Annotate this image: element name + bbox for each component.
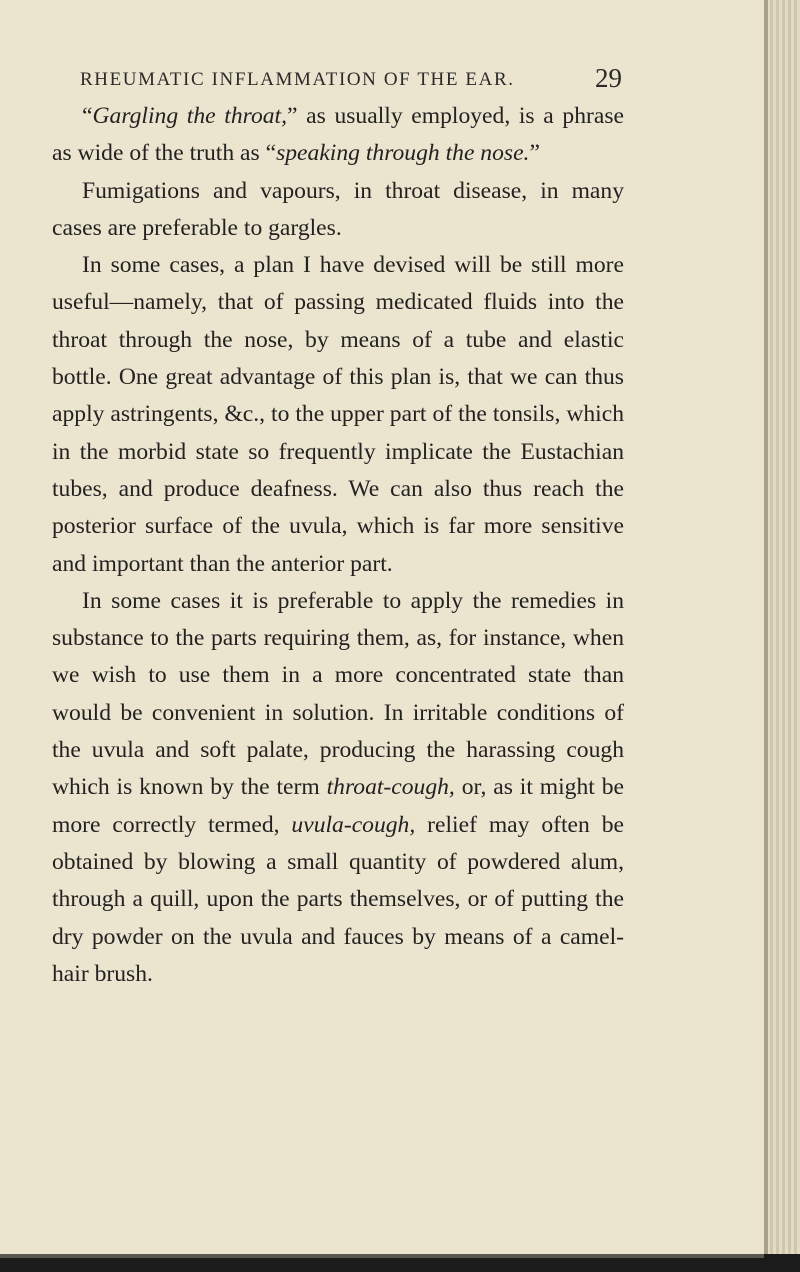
page-edge-shadow xyxy=(764,0,768,1272)
paragraph-medicated-fluids: In some cases, a plan I have devised will be still more useful—namely, that of passing medicated fluids into the throat through the nose, by means of a tube and elastic bottle. One great advantage of this plan is, that we can thus apply astringents, &c., to the upper part of the tonsils, which in the morbid state so frequently implicate the Eustachian tubes, and produce deafness. We can also thus reach the posterior surface of the uvula, which is far more sensitive and important than the anterior part. xyxy=(52,252,624,577)
open-quote: “ xyxy=(82,103,93,129)
emphasis-uvula-cough: uvula-cough, xyxy=(291,811,416,838)
emphasis-speaking-through-the-nose: speaking through the nose. xyxy=(276,140,530,167)
paragraph-fumigations: Fumigations and vapours, in throat disease, in many cases are preferable to gargles. xyxy=(52,177,624,241)
paragraph-gargling xyxy=(52,98,624,173)
page-number: 29 xyxy=(595,63,622,93)
paragraph-text: ” as usually employed, is a phrase as wide of the truth as “ xyxy=(52,103,624,167)
page-edge-right xyxy=(764,0,800,1272)
page-header xyxy=(80,63,622,99)
emphasis-gargling-the-throat: Gargling the throat, xyxy=(92,103,287,129)
paragraph-text: In some cases it is preferable to apply the remedies in substance to the parts requiring them, as, for instance, when we wish to use them in a more concentrated state than would be convenient in solution. In irritable conditions of the uvula and soft palate, producing the harassing cough which is known by the term xyxy=(52,587,624,801)
running-head: RHEUMATIC INFLAMMATION OF THE EAR. xyxy=(80,69,515,90)
page-edge-bottom-highlight xyxy=(0,1254,764,1258)
page-edge-bottom xyxy=(0,1254,800,1272)
body-text xyxy=(52,98,624,993)
paragraph-text: or, as it might be more correctly termed, xyxy=(52,774,624,838)
close-quote: ” xyxy=(529,140,540,167)
paragraph-remedies-in-substance xyxy=(52,583,624,993)
emphasis-throat-cough: throat-cough, xyxy=(326,774,455,801)
paragraph-text: relief may often be obtained by blowing a small quantity of powdered alum, through a quill, upon the parts themselves, or of putting the dry powder on the uvula and fauces by means of a camel-hair brush. xyxy=(52,811,624,987)
